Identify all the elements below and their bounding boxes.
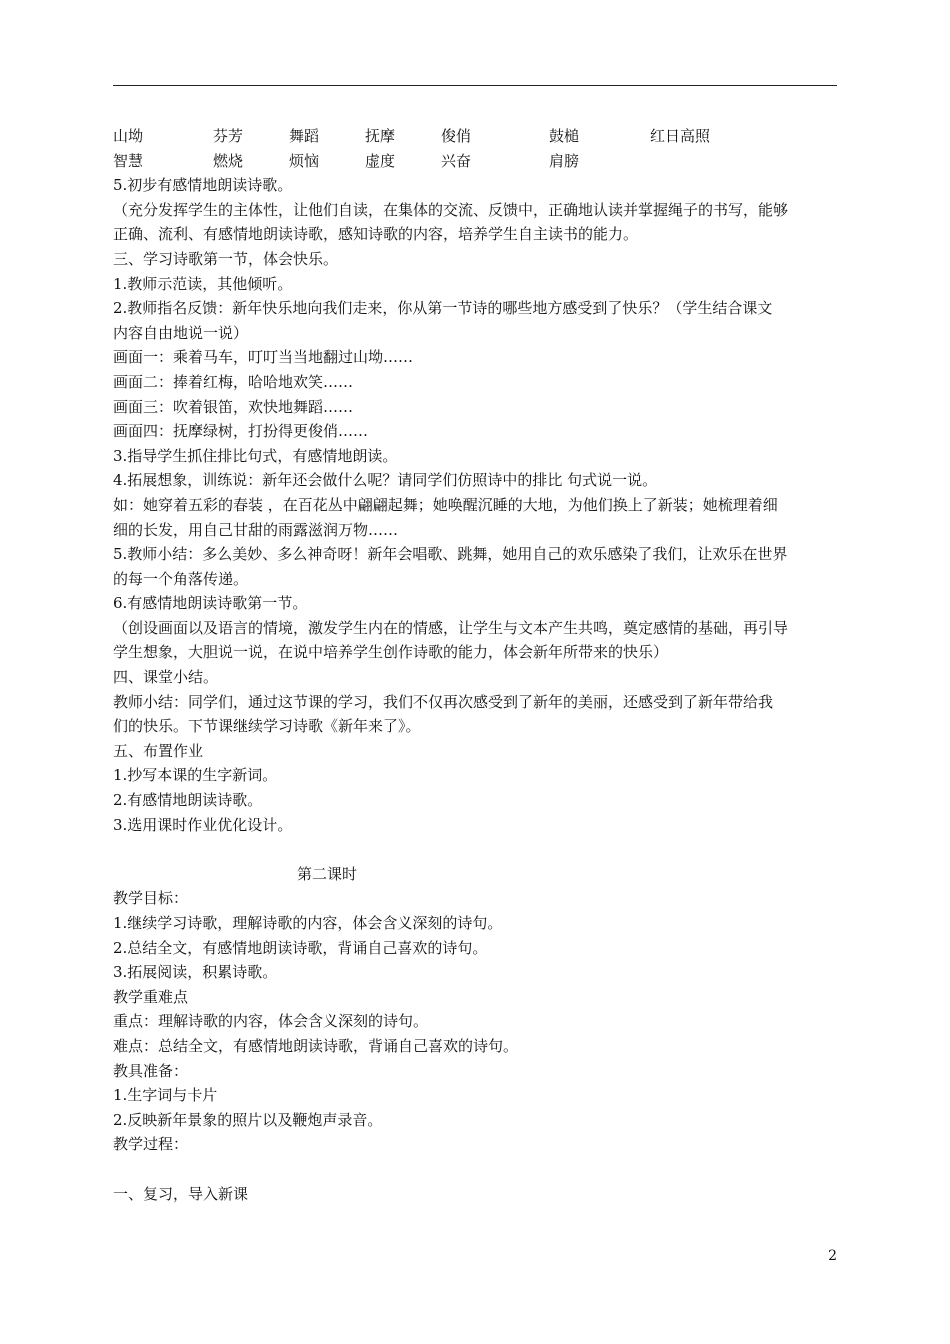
section-heading: 一、复习，导入新课 [113,1184,249,1203]
text-line: （充分发挥学生的主体性，让他们自读，在集体的交流、反馈中，正确地认读并掌握绳子的书写，能够 [113,200,789,219]
vocab-word: 红日高照 [650,127,711,145]
text-line: 1.继续学习诗歌，理解诗歌的内容，体会含义深刻的诗句。 [113,914,503,932]
text-line: 1.教师示范读，其他倾听。 [113,274,293,293]
text-line: （创设画面以及语言的情境，激发学生内在的情感，让学生与文本产生共鸣，奠定感情的基础，再引导 [113,618,789,637]
vocab-row-1 [113,124,839,149]
text-line: 3.选用课时作业优化设计。 [113,815,293,834]
text-line: 5.初步有感情地朗读诗歌。 [113,176,293,195]
text-line: 6.有感情地朗读诗歌第一节。 [113,594,308,613]
section-heading: 教学过程： [113,1135,189,1154]
document-body [113,124,839,1206]
text-line: 3.指导学生抓住排比句式，有感情地朗读。 [113,446,398,465]
text-line: 细的长发，用自己甘甜的雨露滋润万物…… [113,520,399,539]
vocab-word: 烦恼 [289,151,320,170]
vocab-word: 鼓槌 [549,127,580,145]
text-line: 2.教师指名反馈：新年快乐地向我们走来，你从第一节诗的哪些地方感受到了快乐？（学生结合课文 [113,299,773,318]
text-line: 1.抄写本课的生字新词。 [113,766,278,785]
text-line: 画面二：捧着红梅，哈哈地欢笑…… [113,372,354,391]
vocab-word: 抚摩 [365,127,396,145]
spacer [113,837,839,862]
text-line: 如：她穿着五彩的春装 ，在百花丛中翩翩起舞；她唤醒沉睡的大地，为他们换上了新装；她梳理着细 [113,495,778,514]
section-heading: 四、课堂小结。 [113,668,219,687]
vocab-word: 虚度 [365,151,396,170]
vocab-word: 兴奋 [441,151,472,170]
vocab-word: 俊俏 [441,127,472,145]
text-line: 4.拓展想象，训练说：新年还会做什么呢？请同学们仿照诗中的排比 句式说一说。 [113,471,658,490]
text-line: 内容自由地说一说） [113,323,249,342]
text-line: 教师小结：同学们，通过这节课的学习，我们不仅再次感受到了新年的美丽，还感受到了新年带给我 [113,692,774,711]
text-line: 画面一：乘着马车，叮叮当当地翻过山坳…… [113,348,414,367]
text-line: 重点：理解诗歌的内容，体会含义深刻的诗句。 [113,1012,429,1031]
text-line: 5.教师小结：多么美妙、多么神奇呀！新年会唱歌、跳舞，她用自己的欢乐感染了我们，让欢乐在世界 [113,545,788,564]
text-line: 2.反映新年景象的照片以及鞭炮声录音。 [113,1110,383,1129]
text-line: 画面四：抚摩绿树，打扮得更俊俏…… [113,422,369,441]
vocab-row-2 [113,149,839,174]
spacer [113,1157,839,1182]
text-line: 们的快乐。下节课继续学习诗歌《新年来了》。 [113,717,421,736]
section-heading: 五、布置作业 [113,741,204,760]
vocab-word: 燃烧 [213,151,244,170]
text-line: 3.拓展阅读，积累诗歌。 [113,963,278,982]
page-number: 2 [828,1248,837,1264]
section-lesson-two [113,886,839,1157]
vocab-word: 舞蹈 [289,127,320,145]
section-lesson-one [113,173,839,837]
lesson-title: 第二课时 [297,864,358,883]
text-line: 2.有感情地朗读诗歌。 [113,791,263,810]
vocab-word: 肩膀 [549,151,580,170]
text-line: 学生想象，大胆说一说，在说中培养学生创作诗歌的能力，体会新年所带来的快乐） [113,643,669,662]
header-rule [113,85,837,86]
text-line: 难点：总结全文，有感情地朗读诗歌，背诵自己喜欢的诗句。 [113,1036,519,1055]
text-line: 1.生字词与卡片 [113,1086,218,1105]
vocab-word: 芬芳 [213,127,244,145]
section-heading: 教学重难点 [113,987,189,1006]
text-line: 的每一个角落传递。 [113,569,249,588]
vocab-word: 山坳 [113,127,144,145]
text-line: 2.总结全文，有感情地朗读诗歌，背诵自己喜欢的诗句。 [113,938,488,957]
text-line: 正确、流利、有感情地朗读诗歌，感知诗歌的内容，培养学生自主读书的能力。 [113,225,639,244]
section-heading: 教具准备： [113,1061,189,1080]
section-heading: 三、学习诗歌第一节，体会快乐。 [113,249,339,268]
section-heading: 教学目标： [113,889,189,908]
vocab-word: 智慧 [113,151,144,170]
text-line: 画面三：吹着银笛，欢快地舞蹈…… [113,397,354,416]
